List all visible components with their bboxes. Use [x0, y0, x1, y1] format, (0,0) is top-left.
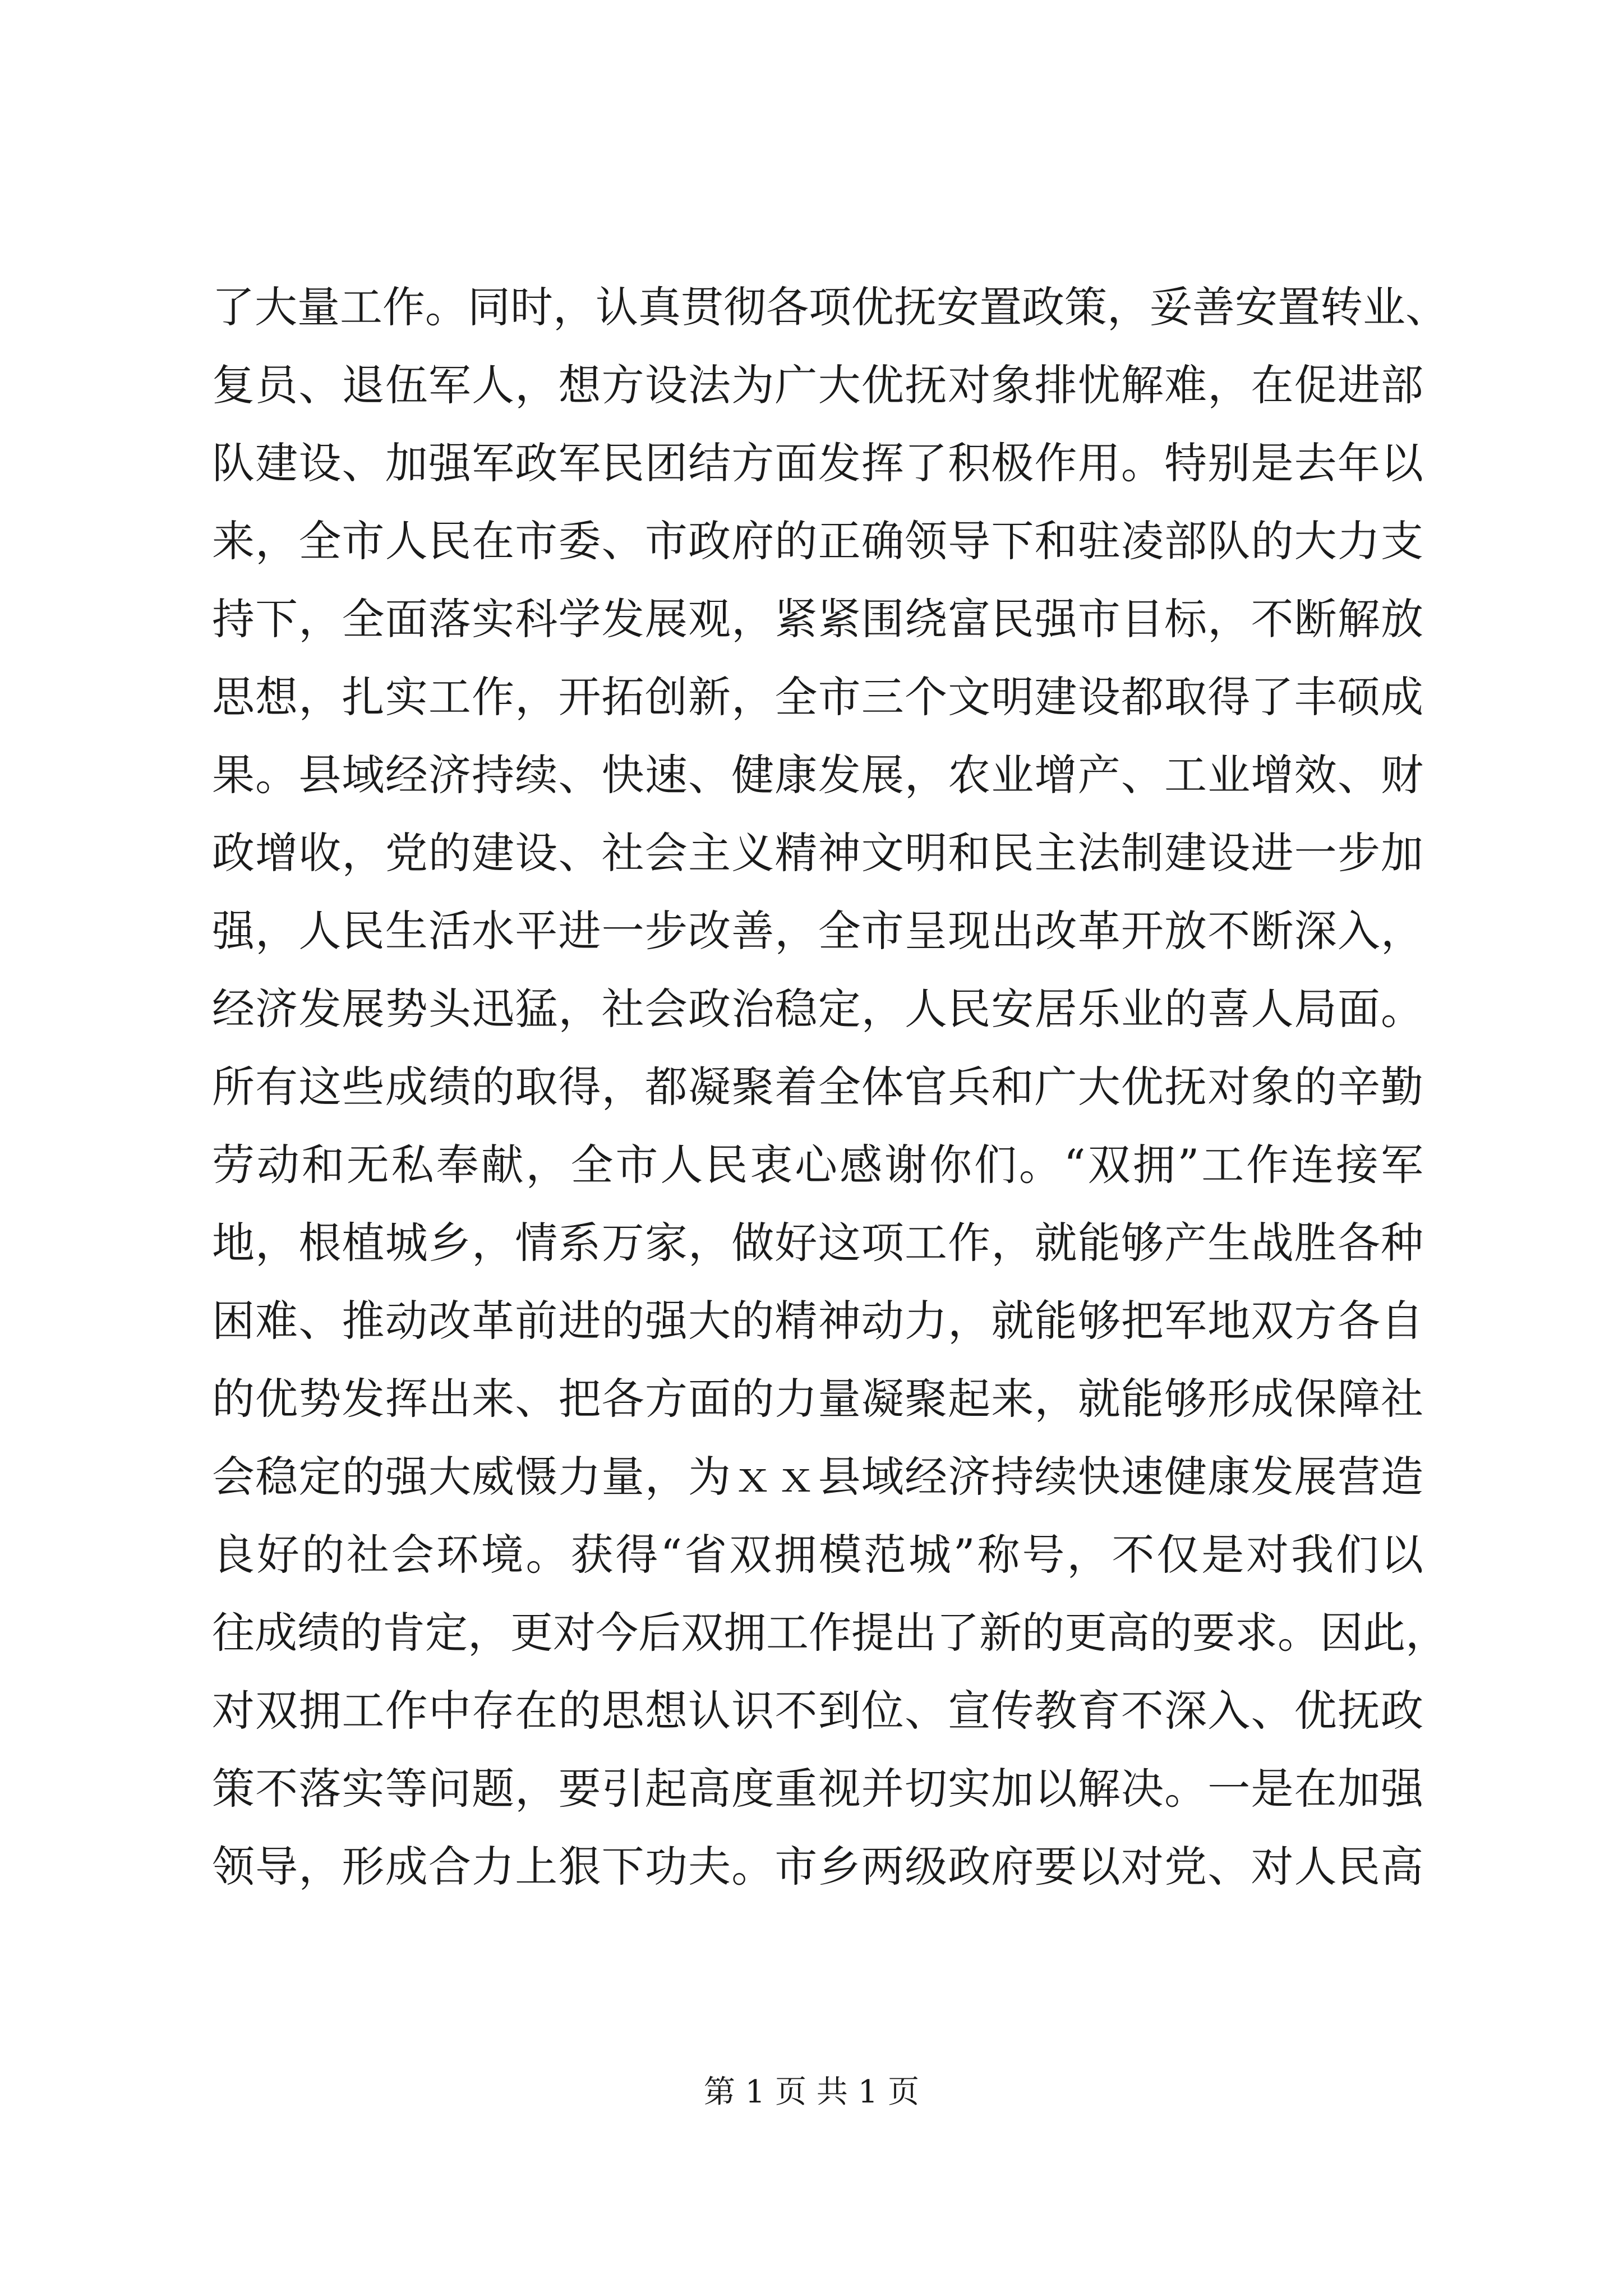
- text-line: 劳动和无私奉献，全市人民衷心感谢你们。“双拥”工作连接军: [212, 1140, 1423, 1190]
- text-line: 所有这些成绩的取得，都凝聚着全体官兵和广大优抚对象的辛勤: [212, 1062, 1423, 1112]
- text-line: 良好的社会环境。获得“省双拥模范城”称号，不仅是对我们以: [212, 1530, 1423, 1580]
- text-line: 地，根植城乡，情系万家，做好这项工作，就能够产生战胜各种: [212, 1218, 1423, 1268]
- text-line: 来，全市人民在市委、市政府的正确领导下和驻凌部队的大力支: [212, 516, 1423, 566]
- text-line: 会稳定的强大威慑力量，为ｘｘ县域经济持续快速健康发展营造: [212, 1452, 1423, 1502]
- text-line: 强，人民生活水平进一步改善，全市呈现出改革开放不断深入，: [212, 906, 1423, 956]
- text-line: 经济发展势头迅猛，社会政治稳定，人民安居乐业的喜人局面。: [212, 984, 1423, 1034]
- page-number-footer: 第 1 页 共 1 页: [703, 2074, 920, 2110]
- text-line: 复员、退伍军人，想方设法为广大优抚对象排忧解难，在促进部: [212, 360, 1423, 410]
- text-line: 思想，扎实工作，开拓创新，全市三个文明建设都取得了丰硕成: [212, 672, 1423, 722]
- text-line: 了大量工作。同时，认真贯彻各项优抚安置政策，妥善安置转业、: [212, 282, 1448, 332]
- text-line: 困难、推动改革前进的强大的精神动力，就能够把军地双方各自: [212, 1296, 1423, 1346]
- text-line: 对双拥工作中存在的思想认识不到位、宣传教育不深入、优抚政: [212, 1686, 1423, 1736]
- text-line: 政增收，党的建设、社会主义精神文明和民主法制建设进一步加: [212, 828, 1423, 878]
- text-line: 队建设、加强军政军民团结方面发挥了积极作用。特别是去年以: [212, 438, 1423, 488]
- text-line: 的优势发挥出来、把各方面的力量凝聚起来，就能够形成保障社: [212, 1374, 1423, 1424]
- text-line: 领导，形成合力上狠下功夫。市乡两级政府要以对党、对人民高: [212, 1842, 1423, 1892]
- text-line: 策不落实等问题，要引起高度重视并切实加以解决。一是在加强: [212, 1764, 1423, 1814]
- text-line: 持下，全面落实科学发展观，紧紧围绕富民强市目标，不断解放: [212, 594, 1423, 644]
- text-line: 果。县域经济持续、快速、健康发展，农业增产、工业增效、财: [212, 750, 1423, 800]
- text-line: 往成绩的肯定，更对今后双拥工作提出了新的更高的要求。因此，: [212, 1608, 1448, 1658]
- body-paragraph: [212, 268, 1448, 1906]
